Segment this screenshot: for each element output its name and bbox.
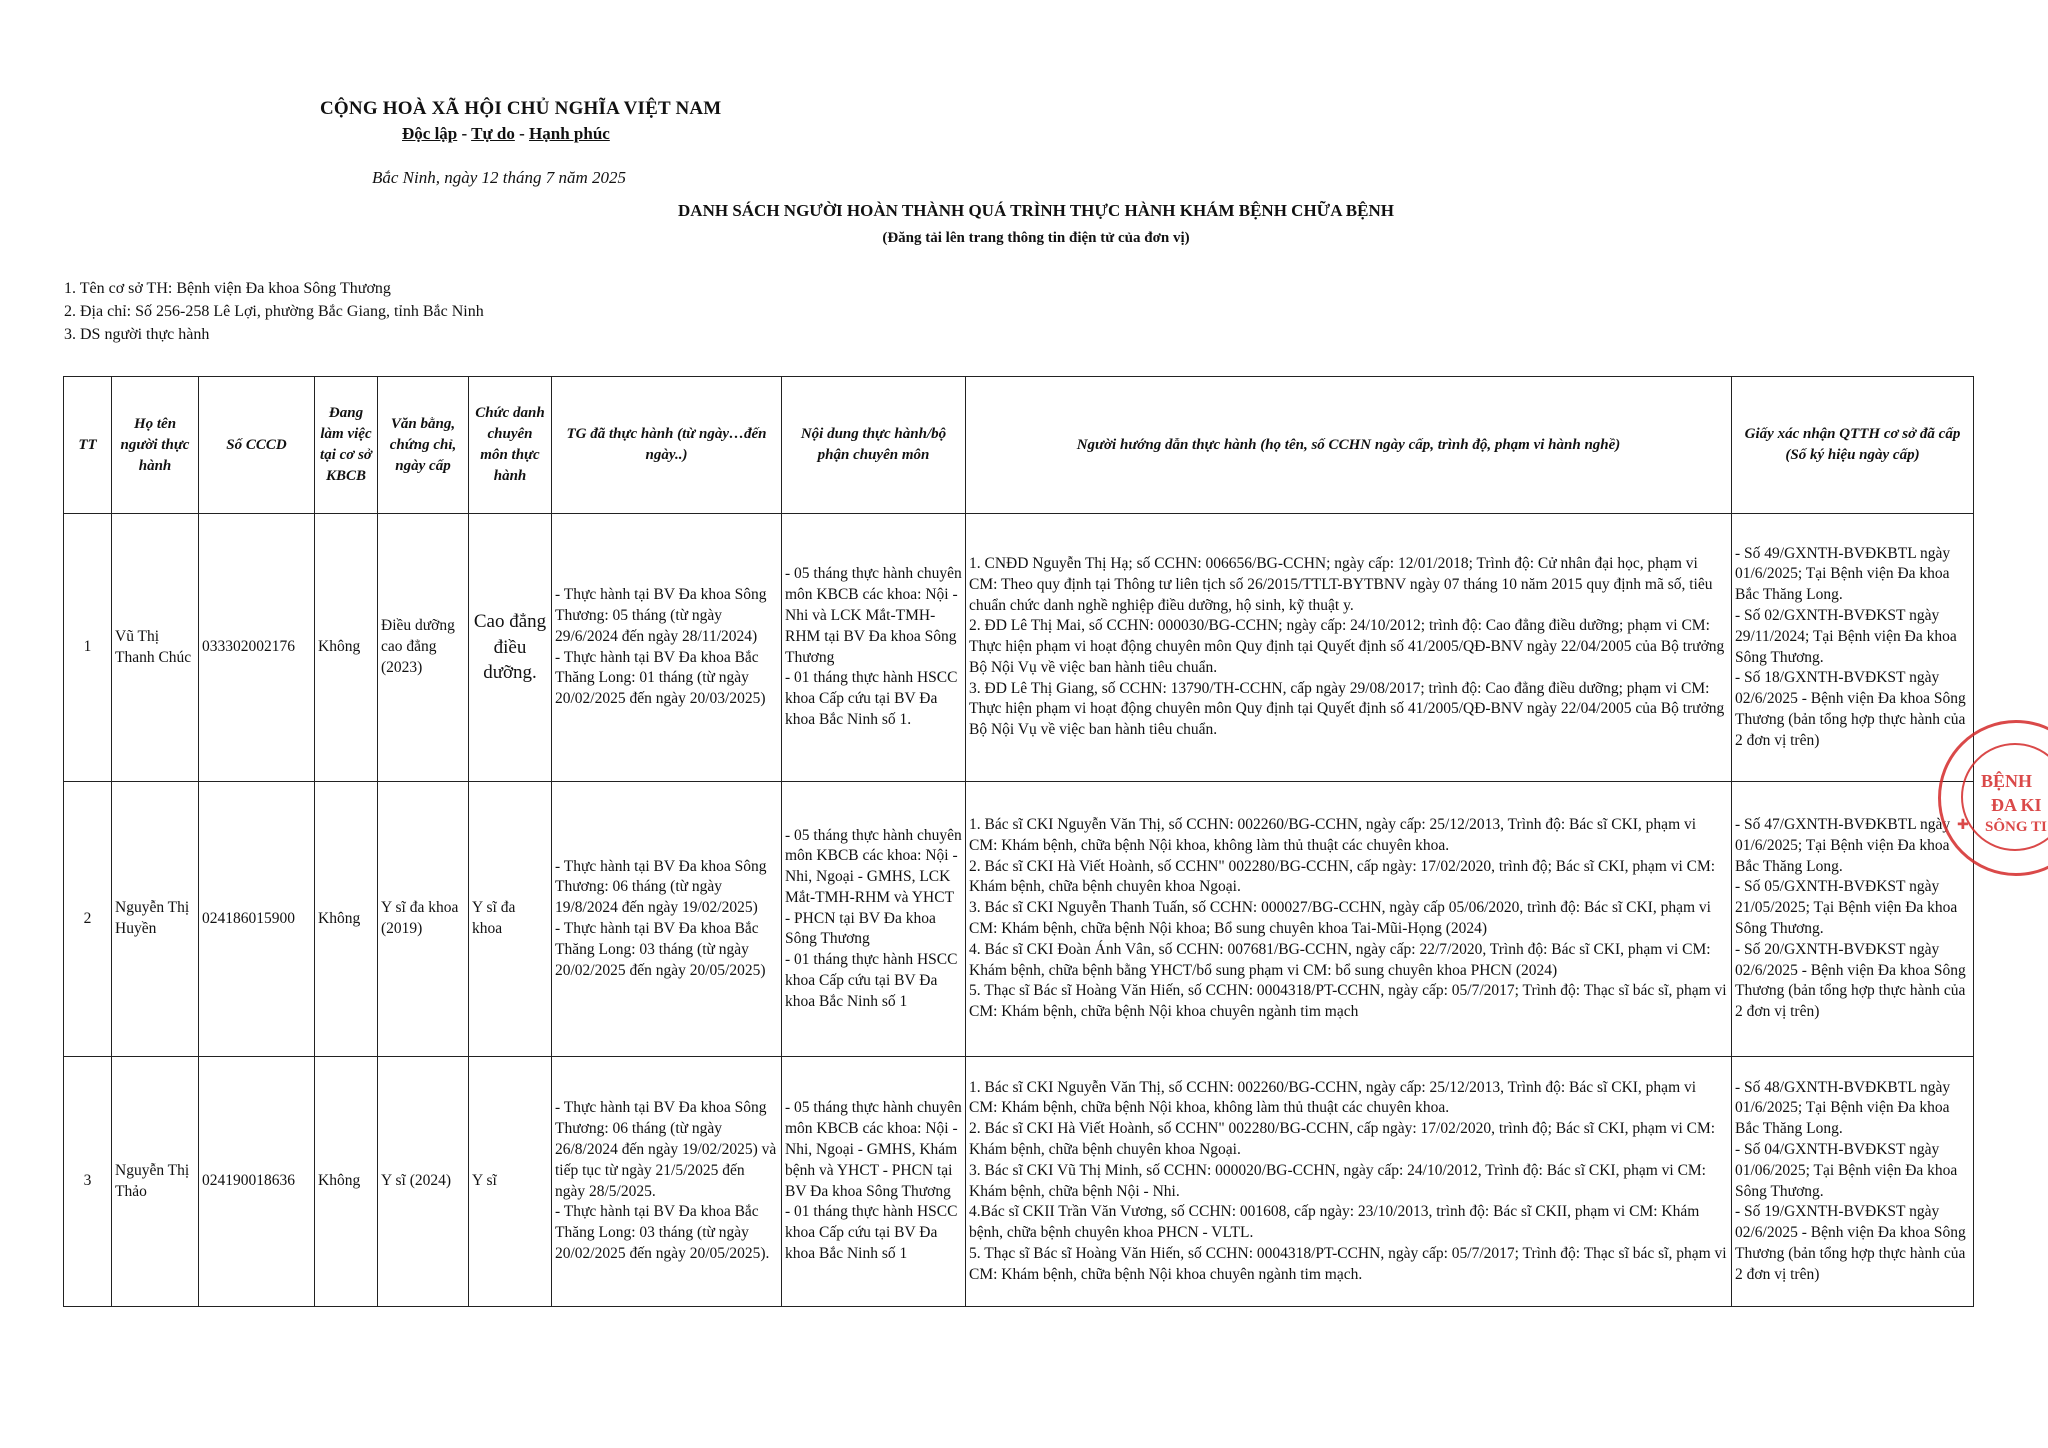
stamp-text: BỆNH	[1981, 771, 2033, 791]
cell-content: - 05 tháng thực hành chuyên môn KBCB các khoa: Nội - Nhi, Ngoại - GMHS, LCK Mắt-TMH-RHM và YHCT - PHCN tại BV Đa khoa Sông Thương - 01 tháng thực hành HSCC khoa Cấp cứu tại BV Đa khoa Bắc Ninh số 1	[782, 782, 966, 1057]
stamp-text: SÔNG TI	[1985, 819, 2047, 835]
cell-content: - 05 tháng thực hành chuyên môn KBCB các khoa: Nội - Nhi, Ngoại - GMHS, Khám bệnh và YHCT - PHCN tại BV Đa khoa Sông Thương - 01 tháng thực hành HSCC khoa Cấp cứu tại BV Đa khoa Bắc Ninh số 1	[782, 1057, 966, 1307]
header-content: Nội dung thực hành/bộ phận chuyên môn	[782, 377, 966, 514]
cell-working: Không	[315, 782, 378, 1057]
table-row	[64, 514, 1974, 782]
header-title: Chức danh chuyên môn thực hành	[469, 377, 552, 514]
cell-working: Không	[315, 514, 378, 782]
header-working: Đang làm việc tại cơ sở KBCB	[315, 377, 378, 514]
header-time: TG đã thực hành (từ ngày…đến ngày..)	[552, 377, 782, 514]
cell-instructors: 1. Bác sĩ CKI Nguyễn Văn Thị, số CCHN: 002260/BG-CCHN, ngày cấp: 25/12/2013, Trình độ: Bác sĩ CKI, phạm vi CM: Khám bệnh, chữa bệnh Nội khoa, không làm thủ thuật các chuyên khoa. 2. Bác sĩ CKI Hà Viết Hoành, số CCHN" 002280/BG-CCHN, cấp ngày: 17/02/2020, trình độ; Bác sĩ CKI, phạm vi CM: Khám bệnh, chữa bệnh chuyên khoa Ngoại. 3. Bác sĩ CKI Vũ Thị Minh, số CCHN: 000020/BG-CCHN, ngày cấp: 24/10/2012, Trình độ: Bác sĩ CKI, phạm vi CM: Khám bệnh, chữa bệnh Nội - Nhi. 4.Bác sĩ CKII Trần Văn Vương, số CCHN: 001608, cấp ngày: 23/10/2013, trình độ: Bác sĩ CKII, phạm vi CM: Khám bệnh, chữa bệnh chuyên khoa PHCN - VLTL. 5. Thạc sĩ Bác sĩ Hoàng Văn Hiến, số CCHN: 0004318/PT-CCHN, ngày cấp: 05/7/2017; Trình độ: Thạc sĩ bác sĩ, phạm vi CM: Khám bệnh, chữa bệnh Nội khoa chuyên ngành tim mạch.	[966, 1057, 1732, 1307]
cell-name: Nguyễn Thị Huyền	[112, 782, 199, 1057]
cell-content: - 05 tháng thực hành chuyên môn KBCB các khoa: Nội - Nhi và LCK Mắt-TMH-RHM tại BV Đa khoa Sông Thương - 01 tháng thực hành HSCC khoa Cấp cứu tại BV Đa khoa Bắc Ninh số 1.	[782, 514, 966, 782]
document-subtitle	[0, 230, 2048, 247]
info-facility: 1. Tên cơ sở TH: Bệnh viện Đa khoa Sông Thương	[64, 280, 391, 297]
table-header-row	[64, 377, 1974, 514]
cell-instructors: 1. CNĐD Nguyễn Thị Hạ; số CCHN: 006656/BG-CCHN; ngày cấp: 12/01/2018; Trình độ: Cử nhân đại học, phạm vi CM: Theo quy định tại Thông tư liên tịch số 26/2015/TTLT-BYTBNV ngày 07 tháng 10 năm 2015 quy định mã số, tiêu chuẩn chức danh nghề nghiệp điều dưỡng, hộ sinh, kỹ thuật y. 2. ĐD Lê Thị Mai, số CCHN: 000030/BG-CCHN; ngày cấp: 24/10/2012; trình độ: Cao đẳng điều dưỡng; phạm vi CM: Thực hiện phạm vi hoạt động chuyên môn Quy định tại Quyết định số 41/2005/QĐ-BNV ngày 22/04/2005 của Bộ trưởng Bộ Nội Vụ về việc ban hành tiêu chuẩn. 3. ĐD Lê Thị Giang, số CCHN: 13790/TH-CCHN, cấp ngày 29/08/2017; trình độ: Cao đẳng điều dưỡng; phạm vi CM: Thực hiện phạm vi hoạt động chuyên môn Quy định tại Quyết định số 41/2005/QĐ-BNV ngày 22/04/2005 của Bộ trưởng Bộ Nội Vụ về việc ban hành tiêu chuẩn.	[966, 514, 1732, 782]
document-title	[0, 201, 2048, 221]
cell-tt: 1	[64, 514, 112, 782]
cell-working: Không	[315, 1057, 378, 1307]
document-title-text: DANH SÁCH NGƯỜI HOÀN THÀNH QUÁ TRÌNH THỰC HÀNH KHÁM BỆNH CHỮA BỆNH	[678, 201, 1394, 220]
cell-certificate: - Số 48/GXNTH-BVĐKBTL ngày 01/6/2025; Tại Bệnh viện Đa khoa Bắc Thăng Long. - Số 04/GXNTH-BVĐKST ngày 01/06/2025; Tại Bệnh viện Đa khoa Sông Thương. - Số 19/GXNTH-BVĐKST ngày 02/6/2025 - Bệnh viện Đa khoa Sông Thương (bản tổng hợp thực hành của 2 đơn vị trên)	[1732, 1057, 1974, 1307]
cell-time: - Thực hành tại BV Đa khoa Sông Thương: 06 tháng (từ ngày 19/8/2024 đến ngày 19/02/2025) - Thực hành tại BV Đa khoa Bắc Thăng Long: 03 tháng (từ ngày 20/02/2025 đến ngày 20/05/2025)	[552, 782, 782, 1057]
motto-part: Độc lập	[402, 124, 458, 143]
header-name: Họ tên người thực hành	[112, 377, 199, 514]
cell-title: Cao đẳng điều dưỡng.	[469, 514, 552, 782]
info-address: 2. Địa chỉ: Số 256-258 Lê Lợi, phường Bắc Giang, tỉnh Bắc Ninh	[64, 303, 484, 320]
cell-name: Nguyễn Thị Thảo	[112, 1057, 199, 1307]
cell-name: Vũ Thị Thanh Chúc	[112, 514, 199, 782]
cell-title: Y sĩ	[469, 1057, 552, 1307]
cell-degree: Y sĩ (2024)	[378, 1057, 469, 1307]
header-degree: Văn bằng, chứng chỉ, ngày cấp	[378, 377, 469, 514]
motto-part: Hạnh phúc	[529, 124, 610, 143]
cell-degree: Y sĩ đa khoa (2019)	[378, 782, 469, 1057]
header-instructors: Người hướng dẫn thực hành (họ tên, số CCHN ngày cấp, trình độ, phạm vi hành nghề)	[966, 377, 1732, 514]
info-list-label: 3. DS người thực hành	[64, 326, 210, 343]
header-certificate: Giấy xác nhận QTTH cơ sở đã cấp (Số ký hiệu ngày cấp)	[1732, 377, 1974, 514]
motto-sep: -	[457, 124, 472, 143]
document-subtitle-text: (Đăng tải lên trang thông tin điện tử của đơn vị)	[882, 230, 1190, 246]
header-tt: TT	[64, 377, 112, 514]
cell-time: - Thực hành tại BV Đa khoa Sông Thương: 05 tháng (từ ngày 29/6/2024 đến ngày 28/11/2024) - Thực hành tại BV Đa khoa Bắc Thăng Long: 01 tháng (từ ngày 20/02/2025 đến ngày 20/03/2025)	[552, 514, 782, 782]
national-title: CỘNG HOÀ XÃ HỘI CHỦ NGHĨA VIỆT NAM	[320, 98, 722, 119]
stamp-text: ĐA KI	[1991, 795, 2042, 815]
motto-sep: -	[514, 124, 530, 143]
cell-title: Y sĩ đa khoa	[469, 782, 552, 1057]
cell-certificate: - Số 49/GXNTH-BVĐKBTL ngày 01/6/2025; Tại Bệnh viện Đa khoa Bắc Thăng Long. - Số 02/GXNTH-BVĐKST ngày 29/11/2024; Tại Bệnh viện Đa khoa Sông Thương. - Số 18/GXNTH-BVĐKST ngày 02/6/2025 - Bệnh viện Đa khoa Sông Thương (bản tổng hợp thực hành của 2 đơn vị trên)	[1732, 514, 1974, 782]
motto-part: Tự do	[471, 124, 515, 143]
cell-cccd: 024186015900	[199, 782, 315, 1057]
practitioner-table	[63, 376, 1974, 1307]
cell-tt: 2	[64, 782, 112, 1057]
cell-certificate: - Số 47/GXNTH-BVĐKBTL ngày 01/6/2025; Tại Bệnh viện Đa khoa Bắc Thăng Long. - Số 05/GXNTH-BVĐKST ngày 21/05/2025; Tại Bệnh viện Đa khoa Sông Thương. - Số 20/GXNTH-BVĐKST ngày 02/6/2025 - Bệnh viện Đa khoa Sông Thương (bản tổng hợp thực hành của 2 đơn vị trên)	[1732, 782, 1974, 1057]
cell-cccd: 033302002176	[199, 514, 315, 782]
header-cccd: Số CCCD	[199, 377, 315, 514]
cell-cccd: 024190018636	[199, 1057, 315, 1307]
document-date: Bắc Ninh, ngày 12 tháng 7 năm 2025	[372, 168, 627, 187]
cell-time: - Thực hành tại BV Đa khoa Sông Thương: 06 tháng (từ ngày 26/8/2024 đến ngày 19/02/2025) và tiếp tục từ ngày 21/5/2025 đến ngày 28/5/2025. - Thực hành tại BV Đa khoa Bắc Thăng Long: 03 tháng (từ ngày 20/02/2025 đến ngày 20/05/2025).	[552, 1057, 782, 1307]
cell-degree: Điều dưỡng cao đẳng (2023)	[378, 514, 469, 782]
stamp-star-icon: ✚	[1957, 818, 1969, 833]
cell-instructors: 1. Bác sĩ CKI Nguyễn Văn Thị, số CCHN: 002260/BG-CCHN, ngày cấp: 25/12/2013, Trình độ: Bác sĩ CKI, phạm vi CM: Khám bệnh, chữa bệnh Nội khoa, không làm thủ thuật các chuyên khoa. 2. Bác sĩ CKI Hà Viết Hoành, số CCHN" 002280/BG-CCHN, cấp ngày: 17/02/2020, trình độ; Bác sĩ CKI, phạm vi CM: Khám bệnh, chữa bệnh chuyên khoa Ngoại. 3. Bác sĩ CKI Nguyễn Thanh Tuấn, số CCHN: 000027/BG-CCHN, ngày cấp 05/06/2020, trình độ: Bác sĩ CKI, phạm vi CM: Khám bệnh, chữa bệnh Nội khoa; Bổ sung chuyên khoa Tai-Mũi-Họng (2024) 4. Bác sĩ CKI Đoàn Ánh Vân, số CCHN: 007681/BG-CCHN, ngày cấp: 22/7/2020, Trình độ: Bác sĩ CKI, phạm vi CM: Khám bệnh, chữa bệnh bằng YHCT/bổ sung phạm vi CM: bổ sung chuyên khoa PHCN (2024) 5. Thạc sĩ Bác sĩ Hoàng Văn Hiến, số CCHN: 0004318/PT-CCHN, ngày cấp: 05/7/2017; Trình độ: Thạc sĩ bác sĩ, phạm vi CM: Khám bệnh, chữa bệnh Nội khoa chuyên ngành tim mạch	[966, 782, 1732, 1057]
table-row	[64, 782, 1974, 1057]
cell-tt: 3	[64, 1057, 112, 1307]
table-row	[64, 1057, 1974, 1307]
motto	[402, 124, 610, 144]
